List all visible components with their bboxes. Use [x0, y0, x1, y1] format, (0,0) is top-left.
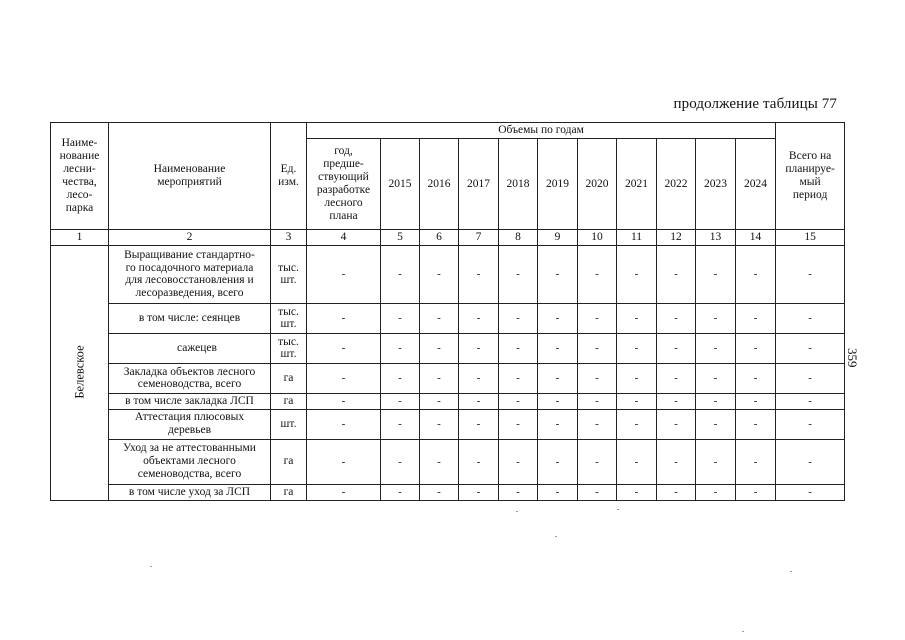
- value-cell: -: [381, 363, 420, 393]
- value-cell: -: [696, 393, 736, 409]
- value-cell: -: [617, 245, 657, 303]
- unit-cell: [271, 409, 307, 439]
- value-cell: -: [307, 363, 381, 393]
- value-cell: -: [459, 409, 499, 439]
- value-cell: -: [459, 363, 499, 393]
- value-cell: -: [736, 409, 776, 439]
- header-line: лесо-: [66, 188, 93, 201]
- forestry-name-cell: [51, 245, 109, 500]
- value-cell: -: [657, 409, 696, 439]
- value-cell: -: [381, 484, 420, 500]
- unit-line: шт.: [280, 274, 297, 287]
- activity-name-line: деревьев: [167, 424, 212, 437]
- activity-name: [109, 393, 271, 409]
- value-cell: -: [499, 303, 538, 333]
- value-cell: -: [578, 409, 617, 439]
- value-cell: -: [696, 303, 736, 333]
- activity-name-line: го посадочного материала: [125, 261, 254, 274]
- value-cell: -: [617, 363, 657, 393]
- value-cell: -: [499, 439, 538, 484]
- value-cell: -: [776, 393, 845, 409]
- header-activity: [109, 123, 271, 230]
- value-cell: -: [538, 245, 578, 303]
- value-cell: -: [459, 245, 499, 303]
- value-cell: -: [736, 393, 776, 409]
- activity-name-line: для лесовосстановления и: [125, 274, 254, 287]
- value-cell: -: [459, 484, 499, 500]
- column-number: 7: [459, 230, 499, 246]
- column-number: 10: [578, 230, 617, 246]
- value-cell: -: [538, 393, 578, 409]
- column-number: 13: [696, 230, 736, 246]
- value-cell: -: [696, 333, 736, 363]
- unit-cell: [271, 439, 307, 484]
- unit-line: га: [283, 371, 294, 384]
- header-year: 2016: [420, 139, 459, 230]
- value-cell: -: [736, 484, 776, 500]
- value-cell: -: [499, 393, 538, 409]
- value-cell: -: [776, 245, 845, 303]
- value-cell: -: [381, 303, 420, 333]
- value-cell: -: [578, 439, 617, 484]
- value-cell: -: [776, 484, 845, 500]
- header-forestry: [51, 123, 109, 230]
- header-line: год,: [334, 145, 353, 158]
- value-cell: -: [776, 409, 845, 439]
- activity-name: [109, 439, 271, 484]
- column-number: 12: [657, 230, 696, 246]
- value-cell: -: [307, 409, 381, 439]
- activity-name: [109, 333, 271, 363]
- value-cell: -: [538, 303, 578, 333]
- header-year: 2015: [381, 139, 420, 230]
- table-row: [51, 439, 845, 484]
- value-cell: -: [696, 484, 736, 500]
- header-volumes-by-year: Объемы по годам: [307, 123, 776, 139]
- unit-line: шт.: [280, 417, 297, 430]
- header-previous-year-lines: [309, 145, 378, 222]
- value-cell: -: [538, 409, 578, 439]
- value-cell: -: [499, 333, 538, 363]
- header-unit-lines: [273, 163, 304, 189]
- value-cell: -: [696, 245, 736, 303]
- header-forestry-lines: [53, 137, 106, 214]
- value-cell: -: [578, 484, 617, 500]
- value-cell: -: [736, 363, 776, 393]
- value-cell: -: [459, 303, 499, 333]
- value-cell: -: [307, 439, 381, 484]
- activity-name: [109, 245, 271, 303]
- value-cell: -: [776, 439, 845, 484]
- column-number: 8: [499, 230, 538, 246]
- unit-cell: [271, 333, 307, 363]
- value-cell: -: [381, 439, 420, 484]
- header-unit: [271, 123, 307, 230]
- header-line: парка: [65, 201, 94, 214]
- value-cell: -: [776, 363, 845, 393]
- value-cell: -: [538, 439, 578, 484]
- page-number: 359: [845, 348, 860, 368]
- unit-cell: [271, 484, 307, 500]
- activity-name-line: Выращивание стандартно-: [124, 248, 255, 261]
- header-year: 2023: [696, 139, 736, 230]
- value-cell: -: [307, 303, 381, 333]
- unit-line: тыс.: [278, 335, 299, 348]
- header-line: предше-: [323, 158, 364, 171]
- value-cell: -: [578, 333, 617, 363]
- value-cell: -: [578, 303, 617, 333]
- value-cell: -: [420, 439, 459, 484]
- activity-name-line: Аттестация плюсовых: [134, 411, 245, 424]
- value-cell: -: [657, 484, 696, 500]
- value-cell: -: [538, 363, 578, 393]
- column-number: 15: [776, 230, 845, 246]
- header-year: 2022: [657, 139, 696, 230]
- value-cell: -: [776, 333, 845, 363]
- header-activity-lines: [111, 163, 268, 189]
- value-cell: -: [459, 439, 499, 484]
- value-cell: -: [578, 393, 617, 409]
- value-cell: -: [617, 409, 657, 439]
- value-cell: -: [420, 303, 459, 333]
- activity-name-line: объектами лесного: [143, 455, 236, 468]
- table-row: [51, 363, 845, 393]
- unit-line: шт.: [280, 318, 297, 331]
- column-number: 11: [617, 230, 657, 246]
- activity-name: [109, 409, 271, 439]
- value-cell: -: [657, 393, 696, 409]
- column-number: 6: [420, 230, 459, 246]
- header-line: ствующий: [318, 171, 369, 184]
- header-year: 2018: [499, 139, 538, 230]
- header-line: разработке: [316, 184, 371, 196]
- header-line: период: [792, 188, 828, 201]
- table-row: [51, 484, 845, 500]
- value-cell: -: [736, 439, 776, 484]
- value-cell: -: [499, 245, 538, 303]
- column-number: 1: [51, 230, 109, 246]
- table-row: [51, 303, 845, 333]
- activity-name-line: сажецев: [177, 341, 217, 354]
- activity-name: [109, 484, 271, 500]
- value-cell: -: [420, 245, 459, 303]
- value-cell: -: [657, 245, 696, 303]
- value-cell: -: [657, 333, 696, 363]
- value-cell: -: [617, 303, 657, 333]
- header-year: 2017: [459, 139, 499, 230]
- column-number: 3: [271, 230, 307, 246]
- value-cell: -: [420, 393, 459, 409]
- header-line: планируе-: [785, 163, 835, 176]
- header-line: лесного: [324, 196, 363, 209]
- value-cell: -: [459, 333, 499, 363]
- value-cell: -: [657, 439, 696, 484]
- value-cell: -: [617, 333, 657, 363]
- header-line: Ед.: [280, 163, 297, 176]
- value-cell: -: [420, 363, 459, 393]
- value-cell: -: [307, 333, 381, 363]
- header-total: [776, 123, 845, 230]
- activity-name-line: в том числе закладка ЛСП: [125, 394, 254, 407]
- header-line: плана: [329, 209, 358, 222]
- value-cell: -: [736, 333, 776, 363]
- unit-line: га: [283, 485, 294, 498]
- value-cell: -: [307, 245, 381, 303]
- value-cell: -: [459, 393, 499, 409]
- activity-name: [109, 363, 271, 393]
- table-row: [51, 245, 845, 303]
- header-year: 2020: [578, 139, 617, 230]
- header-line: лесни-: [63, 163, 96, 176]
- header-year: 2019: [538, 139, 578, 230]
- forestry-activities-table: [50, 122, 845, 501]
- unit-cell: [271, 245, 307, 303]
- value-cell: -: [657, 363, 696, 393]
- unit-line: га: [283, 455, 294, 468]
- value-cell: -: [617, 393, 657, 409]
- value-cell: -: [381, 245, 420, 303]
- value-cell: -: [696, 363, 736, 393]
- value-cell: -: [420, 484, 459, 500]
- value-cell: -: [420, 333, 459, 363]
- header-year: 2021: [617, 139, 657, 230]
- table-row: [51, 393, 845, 409]
- value-cell: -: [381, 409, 420, 439]
- value-cell: -: [578, 245, 617, 303]
- value-cell: -: [538, 484, 578, 500]
- value-cell: -: [696, 409, 736, 439]
- value-cell: -: [776, 303, 845, 333]
- table-row: [51, 409, 845, 439]
- activity-name-line: Закладка объектов лесного: [123, 365, 256, 378]
- column-number: 5: [381, 230, 420, 246]
- header-previous-year: [307, 139, 381, 230]
- header-line: мероприятий: [157, 176, 222, 188]
- value-cell: -: [499, 409, 538, 439]
- value-cell: -: [499, 363, 538, 393]
- column-number: 4: [307, 230, 381, 246]
- header-line: Всего на: [788, 150, 832, 163]
- value-cell: -: [307, 484, 381, 500]
- header-line: Наименование: [153, 163, 226, 176]
- table-caption: продолжение таблицы 77: [673, 96, 837, 112]
- column-number: 14: [736, 230, 776, 246]
- unit-line: тыс.: [278, 261, 299, 274]
- unit-line: шт.: [280, 348, 297, 361]
- value-cell: -: [381, 333, 420, 363]
- header-year: 2024: [736, 139, 776, 230]
- activity-name-line: семеноводства, всего: [137, 378, 242, 391]
- value-cell: -: [617, 484, 657, 500]
- header-line: чества,: [62, 176, 97, 188]
- value-cell: -: [307, 393, 381, 409]
- header-total-lines: [778, 150, 842, 202]
- value-cell: -: [499, 484, 538, 500]
- value-cell: -: [420, 409, 459, 439]
- unit-cell: [271, 393, 307, 409]
- header-line: Наиме-: [61, 137, 98, 150]
- value-cell: -: [736, 245, 776, 303]
- value-cell: -: [696, 439, 736, 484]
- forestry-name: Белевское: [72, 345, 87, 399]
- value-cell: -: [657, 303, 696, 333]
- value-cell: -: [578, 363, 617, 393]
- unit-cell: [271, 363, 307, 393]
- value-cell: -: [381, 393, 420, 409]
- activity-name-line: в том числе уход за ЛСП: [128, 485, 251, 498]
- column-number: 9: [538, 230, 578, 246]
- header-line: мый: [799, 176, 821, 188]
- value-cell: -: [617, 439, 657, 484]
- activity-name-line: лесоразведения, всего: [135, 287, 244, 300]
- activity-name: [109, 303, 271, 333]
- activity-name-line: Уход за не аттестованными: [123, 442, 256, 455]
- unit-line: тыс.: [278, 305, 299, 318]
- unit-cell: [271, 303, 307, 333]
- header-line: нование: [59, 150, 100, 163]
- value-cell: -: [736, 303, 776, 333]
- column-number: 2: [109, 230, 271, 246]
- table-row: [51, 333, 845, 363]
- value-cell: -: [538, 333, 578, 363]
- activity-name-line: семеноводства, всего: [137, 468, 242, 481]
- activity-name-line: в том числе: сеянцев: [138, 311, 241, 324]
- unit-line: га: [283, 394, 294, 407]
- header-line: изм.: [278, 176, 299, 188]
